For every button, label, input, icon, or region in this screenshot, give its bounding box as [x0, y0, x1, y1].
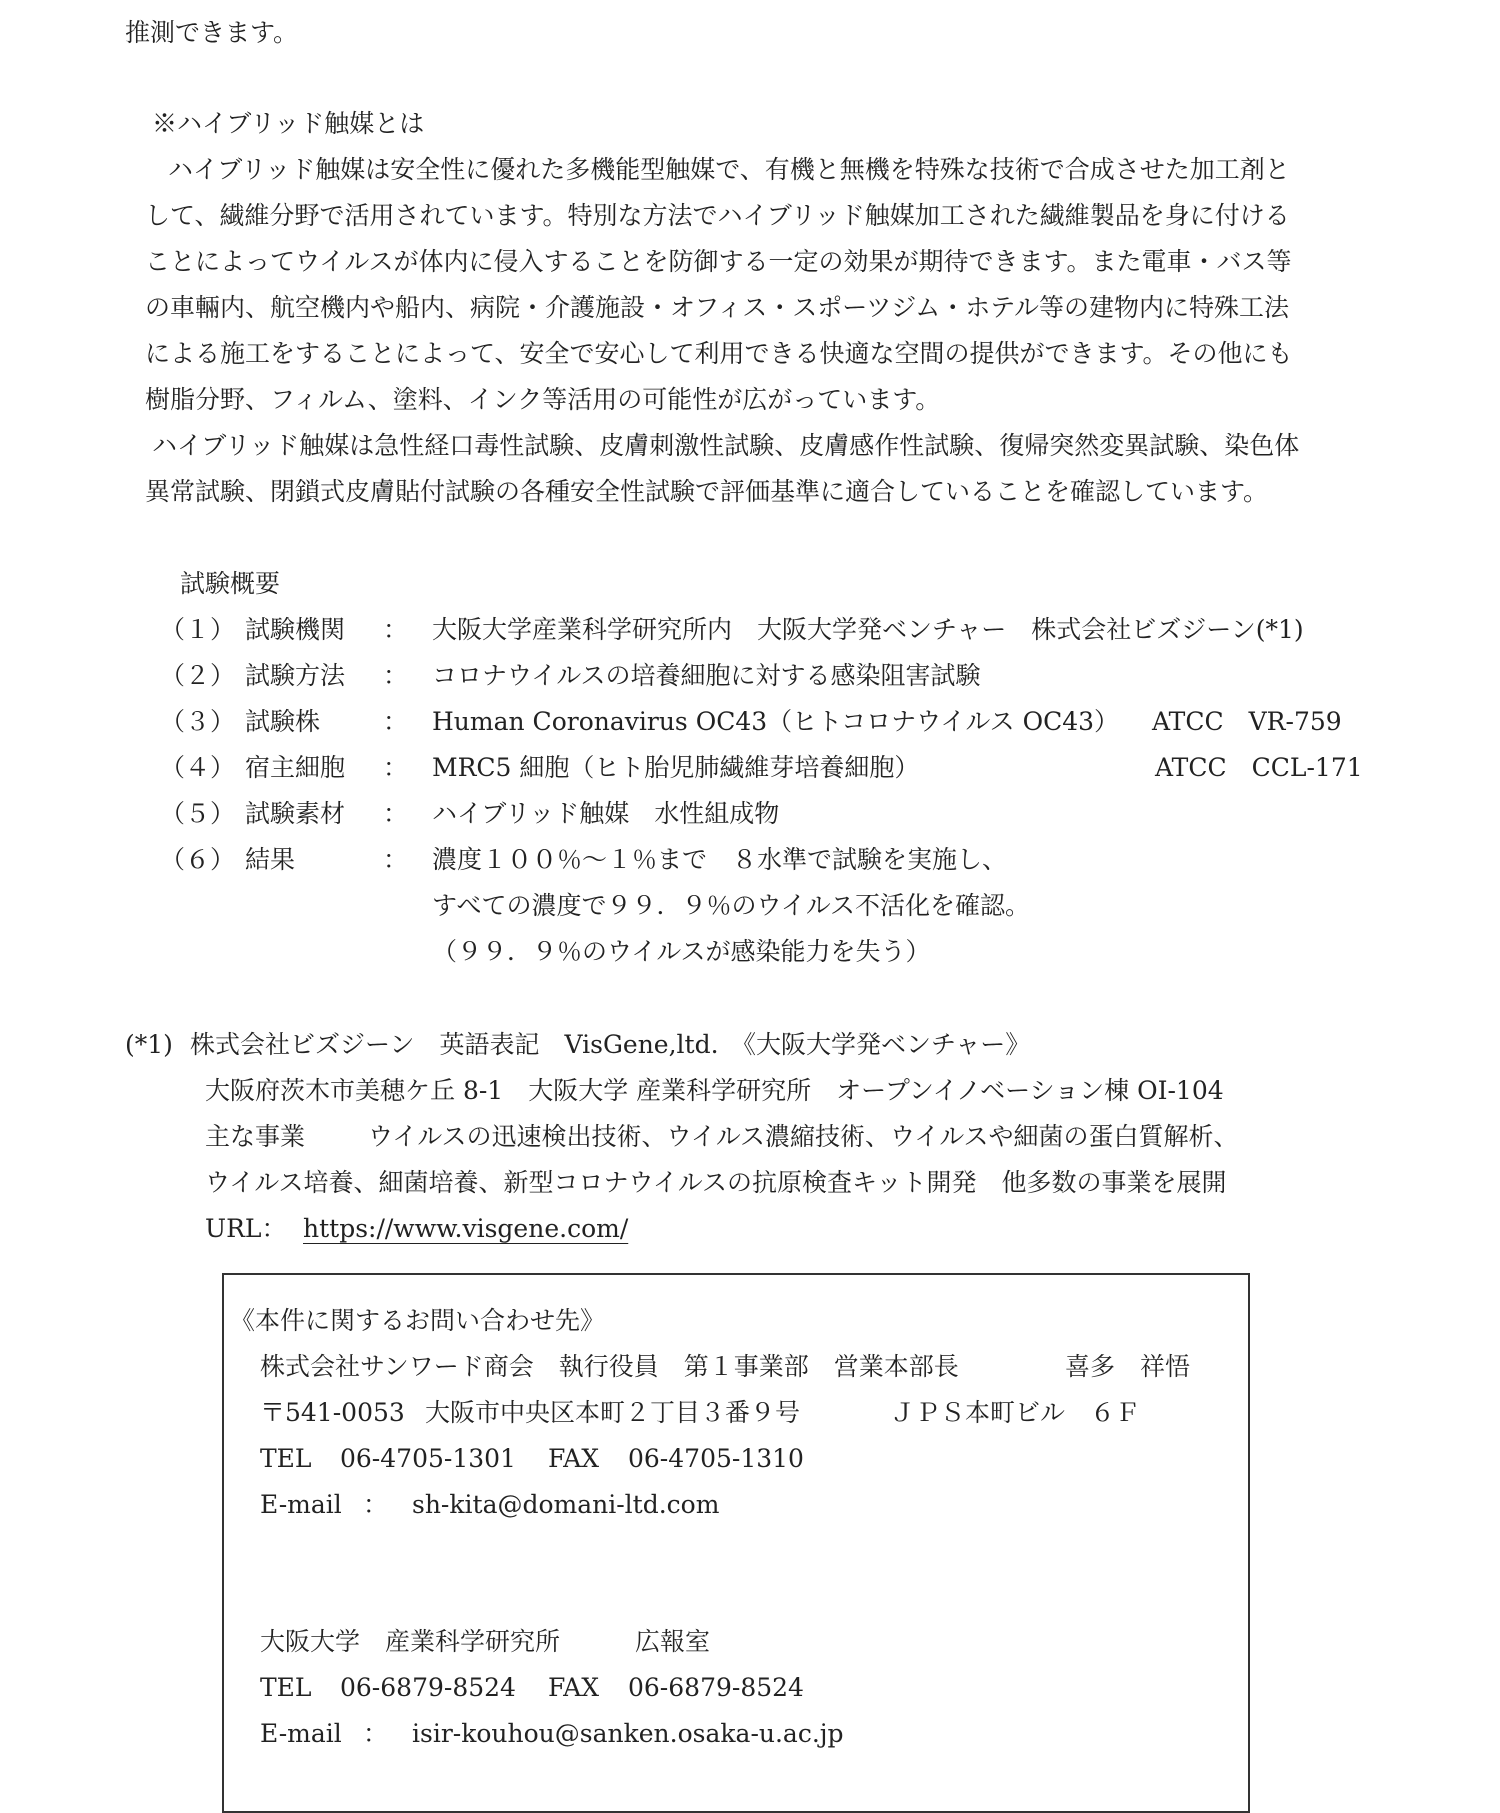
intro-closing-line: 推測できます。 — [125, 18, 299, 47]
contact-primary-address: 大阪市中央区本町２丁目３番９号 — [425, 1398, 801, 1427]
footnote-business-line: ウイルス培養、細菌培養、新型コロナウイルスの抗原検査キット開発 他多数の事業を展開 — [205, 1168, 1227, 1197]
paragraph-line: 異常試験、閉鎖式皮膚貼付試験の各種安全性試験で評価基準に適合していることを確認しています。 — [145, 477, 1269, 506]
item-separator: ： — [383, 799, 409, 828]
contact-secondary-org: 大阪大学 産業科学研究所 — [260, 1627, 561, 1656]
contact-secondary-tel-label: TEL — [260, 1673, 312, 1702]
item-value: Human Coronavirus OC43（ヒトコロナウイルス OC43） — [432, 707, 1120, 736]
footnote-url-label: URL： — [205, 1214, 287, 1243]
item-number: （５） — [160, 799, 236, 828]
contact-primary-tel: 06-4705-1301 — [340, 1444, 516, 1473]
contact-secondary-email-separator: ： — [363, 1719, 389, 1748]
paragraph-line: 樹脂分野、フィルム、塗料、インク等活用の可能性が広がっています。 — [145, 385, 941, 414]
footnote-marker: (*1) — [125, 1030, 173, 1059]
footnote-title: 株式会社ビズジーン 英語表記 VisGene,ltd. 《大阪大学発ベンチャー》 — [190, 1030, 1031, 1059]
item-label: 結果 — [245, 845, 296, 874]
contact-secondary-email-label: E-mail — [260, 1719, 342, 1748]
item-label: 宿主細胞 — [245, 753, 346, 782]
contact-primary-fax: 06-4705-1310 — [628, 1444, 804, 1473]
contact-secondary-fax-label: FAX — [548, 1673, 600, 1702]
footnote-business-label: 主な事業 — [205, 1122, 306, 1151]
footnote-url-link[interactable]: https://www.visgene.com/ — [303, 1214, 629, 1243]
contact-primary-org: 株式会社サンワード商会 執行役員 第１事業部 営業本部長 — [260, 1352, 959, 1381]
item-separator: ： — [383, 615, 409, 644]
item-separator: ： — [383, 845, 409, 874]
contact-primary-person: 喜多 祥悟 — [1065, 1352, 1191, 1381]
paragraph-line: の車輛内、航空機内や船内、病院・介護施設・オフィス・スポーツジム・ホテル等の建物内に特殊工法 — [145, 293, 1290, 322]
contact-secondary-fax: 06-6879-8524 — [628, 1673, 804, 1702]
contact-primary-postal: 〒541-0053 — [260, 1398, 405, 1427]
contact-primary-email[interactable]: sh-kita@domani-ltd.com — [412, 1490, 720, 1519]
item-atcc: ATCC CCL-171 — [1155, 753, 1363, 782]
result-continuation: すべての濃度で９９．９％のウイルス不活化を確認。 — [432, 891, 1031, 920]
paragraph-line: ハイブリッド触媒は急性経口毒性試験、皮膚刺激性試験、皮膚感作性試験、復帰突然変異試験、染色体 — [152, 431, 1300, 460]
contact-secondary-dept: 広報室 — [635, 1627, 711, 1656]
footnote-business-line: ウイルスの迅速検出技術、ウイルス濃縮技術、ウイルスや細菌の蛋白質解析、 — [368, 1122, 1239, 1151]
item-label: 試験株 — [245, 707, 321, 736]
item-separator: ： — [383, 753, 409, 782]
item-atcc: ATCC VR-759 — [1152, 707, 1342, 736]
item-value: コロナウイルスの培養細胞に対する感染阻害試験 — [432, 661, 981, 690]
contact-secondary-email[interactable]: isir-kouhou@sanken.osaka-u.ac.jp — [412, 1719, 844, 1748]
contact-primary-email-label: E-mail — [260, 1490, 342, 1519]
contact-heading: 《本件に関するお問い合わせ先》 — [230, 1306, 606, 1335]
hybrid-catalyst-heading: ※ハイブリッド触媒とは — [152, 109, 425, 138]
item-label: 試験素材 — [245, 799, 346, 828]
contact-secondary-tel: 06-6879-8524 — [340, 1673, 516, 1702]
item-separator: ： — [383, 707, 409, 736]
item-value: 濃度１００％～１％まで ８水準で試験を実施し、 — [432, 845, 1008, 874]
item-number: （１） — [160, 615, 236, 644]
paragraph-line: して、繊維分野で活用されています。特別な方法でハイブリッド触媒加工された繊維製品を身に付ける — [145, 201, 1290, 230]
contact-primary-building: ＪＰＳ本町ビル ６Ｆ — [890, 1398, 1141, 1427]
item-number: （４） — [160, 753, 236, 782]
contact-primary-tel-label: TEL — [260, 1444, 312, 1473]
test-overview-heading: 試験概要 — [180, 569, 281, 598]
footnote-address: 大阪府茨木市美穂ケ丘 8-1 大阪大学 産業科学研究所 オープンイノベーション棟 OI-104 — [205, 1076, 1224, 1105]
contact-primary-email-separator: ： — [363, 1490, 389, 1519]
item-separator: ： — [383, 661, 409, 690]
paragraph-line: による施工をすることによって、安全で安心して利用できる快適な空間の提供ができます。その他にも — [145, 339, 1293, 368]
item-value: MRC5 細胞（ヒト胎児肺繊維芽培養細胞） — [432, 753, 920, 782]
paragraph-line: ハイブリッド触媒は安全性に優れた多機能型触媒で、有機と無機を特殊な技術で合成させた加工剤と — [168, 155, 1290, 184]
paragraph-line: ことによってウイルスが体内に侵入することを防御する一定の効果が期待できます。また電車・バス等 — [145, 247, 1292, 276]
result-continuation: （９９．９％のウイルスが感染能力を失う） — [432, 937, 931, 966]
item-value: ハイブリッド触媒 水性組成物 — [432, 799, 780, 828]
item-number: （３） — [160, 707, 236, 736]
contact-primary-fax-label: FAX — [548, 1444, 600, 1473]
item-number: （２） — [160, 661, 236, 690]
item-value: 大阪大学産業科学研究所内 大阪大学発ベンチャー 株式会社ビズジーン(*1) — [432, 615, 1304, 644]
item-label: 試験機関 — [245, 615, 346, 644]
item-number: （６） — [160, 845, 236, 874]
item-label: 試験方法 — [245, 661, 346, 690]
